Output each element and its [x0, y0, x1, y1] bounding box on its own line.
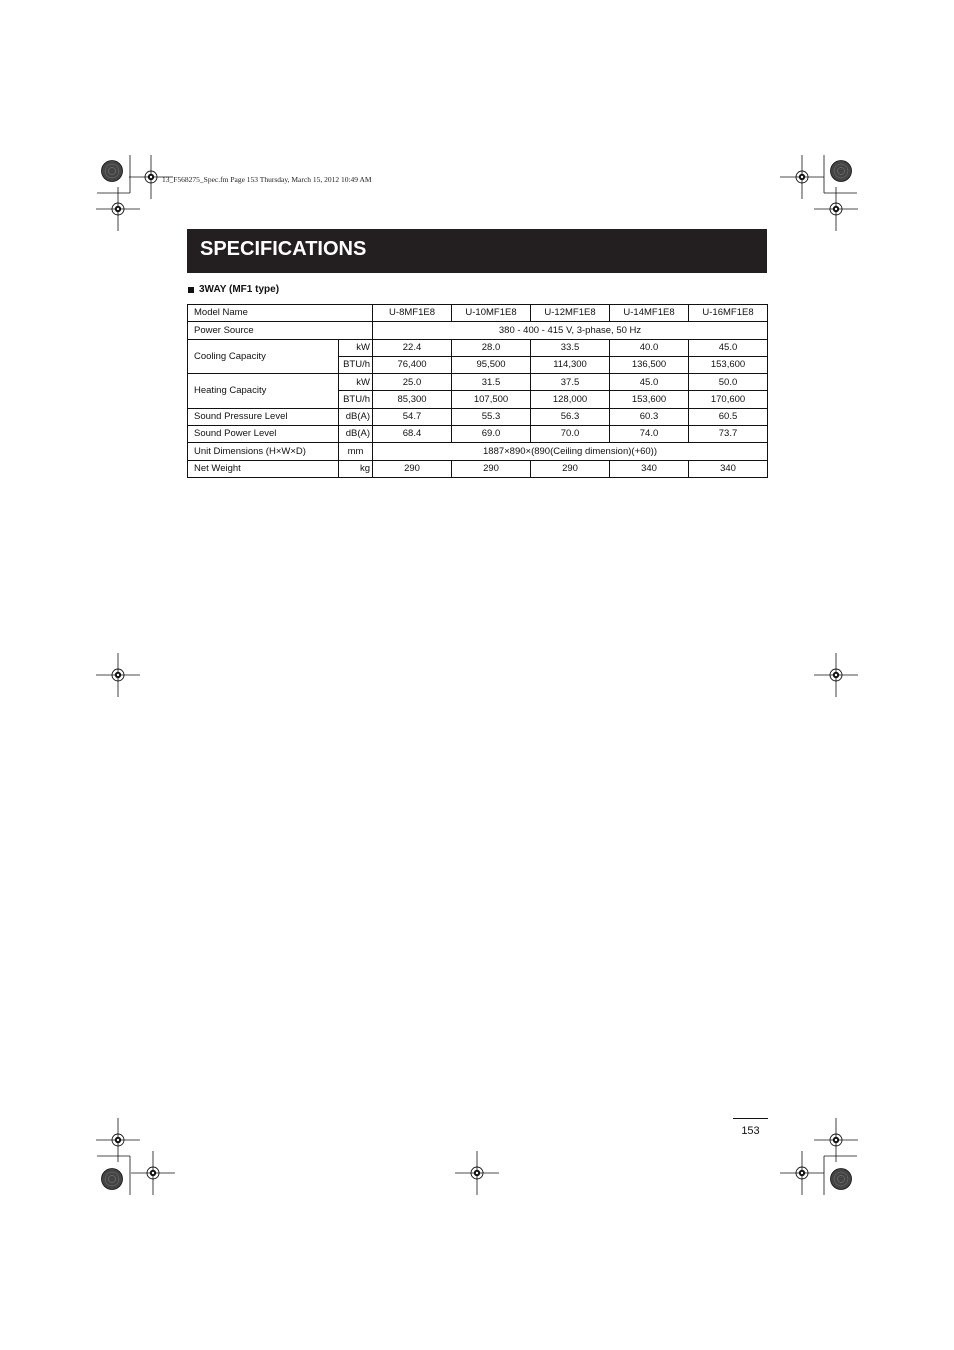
unit-cell: BTU/h [339, 391, 373, 408]
value-cell: 70.0 [531, 426, 610, 443]
value-cell: 340 [610, 460, 689, 477]
value-cell: 22.4 [373, 339, 452, 356]
unit-cell: mm [339, 443, 373, 460]
value-cell: 40.0 [610, 339, 689, 356]
value-cell: 33.5 [531, 339, 610, 356]
table-row [188, 322, 768, 339]
table-row [188, 426, 768, 443]
value-cell: 25.0 [373, 374, 452, 391]
value-cell: 28.0 [452, 339, 531, 356]
unit-cell: BTU/h [339, 356, 373, 373]
title-bar [187, 229, 767, 273]
spec-table [187, 304, 768, 478]
model-cell: U-12MF1E8 [531, 305, 610, 322]
value-cell: 170,600 [689, 391, 768, 408]
value-cell: 50.0 [689, 374, 768, 391]
table-row [188, 374, 768, 391]
value-cell: 54.7 [373, 408, 452, 425]
unit-cell: kg [339, 460, 373, 477]
value-cell: 74.0 [610, 426, 689, 443]
value-cell: 55.3 [452, 408, 531, 425]
section-heading [188, 284, 279, 295]
model-cell: U-14MF1E8 [610, 305, 689, 322]
section-title: 3WAY (MF1 type) [199, 284, 280, 295]
row-label: Sound Power Level [188, 426, 339, 443]
value-cell: 153,600 [689, 356, 768, 373]
value-cell: 60.5 [689, 408, 768, 425]
value-cell: 60.3 [610, 408, 689, 425]
model-cell: U-16MF1E8 [689, 305, 768, 322]
unit-cell: dB(A) [339, 408, 373, 425]
unit-cell: dB(A) [339, 426, 373, 443]
value-cell: 380 - 400 - 415 V, 3-phase, 50 Hz [373, 322, 768, 339]
page-number: 153 [733, 1118, 768, 1137]
value-cell: 1887×890×(890(Ceiling dimension)(+60)) [373, 443, 768, 460]
unit-cell: kW [339, 339, 373, 356]
row-label: Unit Dimensions (H×W×D) [188, 443, 339, 460]
value-cell: 73.7 [689, 426, 768, 443]
value-cell: 107,500 [452, 391, 531, 408]
value-cell: 290 [373, 460, 452, 477]
value-cell: 290 [531, 460, 610, 477]
value-cell: 45.0 [689, 339, 768, 356]
table-row [188, 460, 768, 477]
table-row [188, 443, 768, 460]
value-cell: 114,300 [531, 356, 610, 373]
model-cell: U-8MF1E8 [373, 305, 452, 322]
value-cell: 56.3 [531, 408, 610, 425]
value-cell: 31.5 [452, 374, 531, 391]
value-cell: 290 [452, 460, 531, 477]
value-cell: 128,000 [531, 391, 610, 408]
page-title: SPECIFICATIONS [200, 238, 367, 260]
value-cell: 95,500 [452, 356, 531, 373]
row-label: Power Source [188, 322, 373, 339]
header-slug: 13_F568275_Spec.fm Page 153 Thursday, March 15, 2012 10:49 AM [162, 175, 372, 184]
row-label: Cooling Capacity [188, 339, 339, 374]
table-row [188, 408, 768, 425]
value-cell: 153,600 [610, 391, 689, 408]
model-cell: U-10MF1E8 [452, 305, 531, 322]
unit-cell: kW [339, 374, 373, 391]
table-row [188, 339, 768, 356]
value-cell: 37.5 [531, 374, 610, 391]
row-label: Model Name [188, 305, 373, 322]
row-label: Sound Pressure Level [188, 408, 339, 425]
value-cell: 76,400 [373, 356, 452, 373]
value-cell: 45.0 [610, 374, 689, 391]
value-cell: 68.4 [373, 426, 452, 443]
row-label: Heating Capacity [188, 374, 339, 409]
value-cell: 85,300 [373, 391, 452, 408]
row-label: Net Weight [188, 460, 339, 477]
value-cell: 136,500 [610, 356, 689, 373]
value-cell: 69.0 [452, 426, 531, 443]
square-bullet-icon [188, 287, 194, 293]
table-row [188, 305, 768, 322]
value-cell: 340 [689, 460, 768, 477]
